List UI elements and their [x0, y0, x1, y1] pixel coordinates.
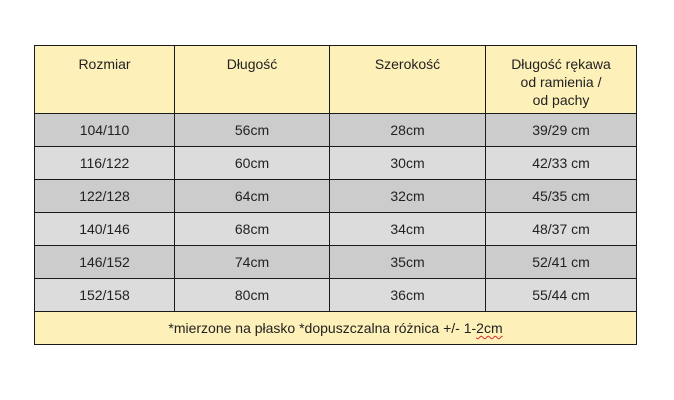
cell-length: 80cm	[175, 279, 330, 312]
header-length: Długość	[175, 46, 330, 114]
header-sleeve-length	[486, 46, 637, 114]
cell-size: 152/158	[35, 279, 175, 312]
cell-width: 28cm	[330, 114, 486, 147]
cell-width: 34cm	[330, 213, 486, 246]
measurement-note-spellcheck: 2cm	[476, 320, 503, 336]
table-row	[35, 114, 637, 147]
header-width: Szerokość	[330, 46, 486, 114]
cell-size: 122/128	[35, 180, 175, 213]
cell-length: 60cm	[175, 147, 330, 180]
table-row	[35, 147, 637, 180]
cell-length: 64cm	[175, 180, 330, 213]
cell-sleeve: 52/41 cm	[486, 246, 637, 279]
cell-width: 30cm	[330, 147, 486, 180]
size-chart-table	[34, 45, 637, 345]
cell-size: 116/122	[35, 147, 175, 180]
cell-size: 140/146	[35, 213, 175, 246]
header-sleeve-line-2: od ramienia /	[520, 74, 602, 90]
cell-width: 36cm	[330, 279, 486, 312]
table-row	[35, 213, 637, 246]
footer-row	[35, 312, 637, 345]
header-size: Rozmiar	[35, 46, 175, 114]
cell-length: 56cm	[175, 114, 330, 147]
cell-sleeve: 55/44 cm	[486, 279, 637, 312]
table-row	[35, 180, 637, 213]
cell-width: 35cm	[330, 246, 486, 279]
header-row	[35, 46, 637, 114]
cell-sleeve: 42/33 cm	[486, 147, 637, 180]
cell-size: 146/152	[35, 246, 175, 279]
cell-length: 74cm	[175, 246, 330, 279]
cell-width: 32cm	[330, 180, 486, 213]
cell-size: 104/110	[35, 114, 175, 147]
header-sleeve-line-3: od pachy	[532, 92, 590, 108]
cell-sleeve: 48/37 cm	[486, 213, 637, 246]
table-row	[35, 279, 637, 312]
measurement-note	[35, 312, 637, 345]
header-sleeve-line-1: Długość rękawa	[511, 56, 611, 72]
cell-sleeve: 45/35 cm	[486, 180, 637, 213]
table-row	[35, 246, 637, 279]
cell-sleeve: 39/29 cm	[486, 114, 637, 147]
cell-length: 68cm	[175, 213, 330, 246]
measurement-note-text: *mierzone na płasko *dopuszczalna różnica +/- 1-	[168, 320, 477, 336]
